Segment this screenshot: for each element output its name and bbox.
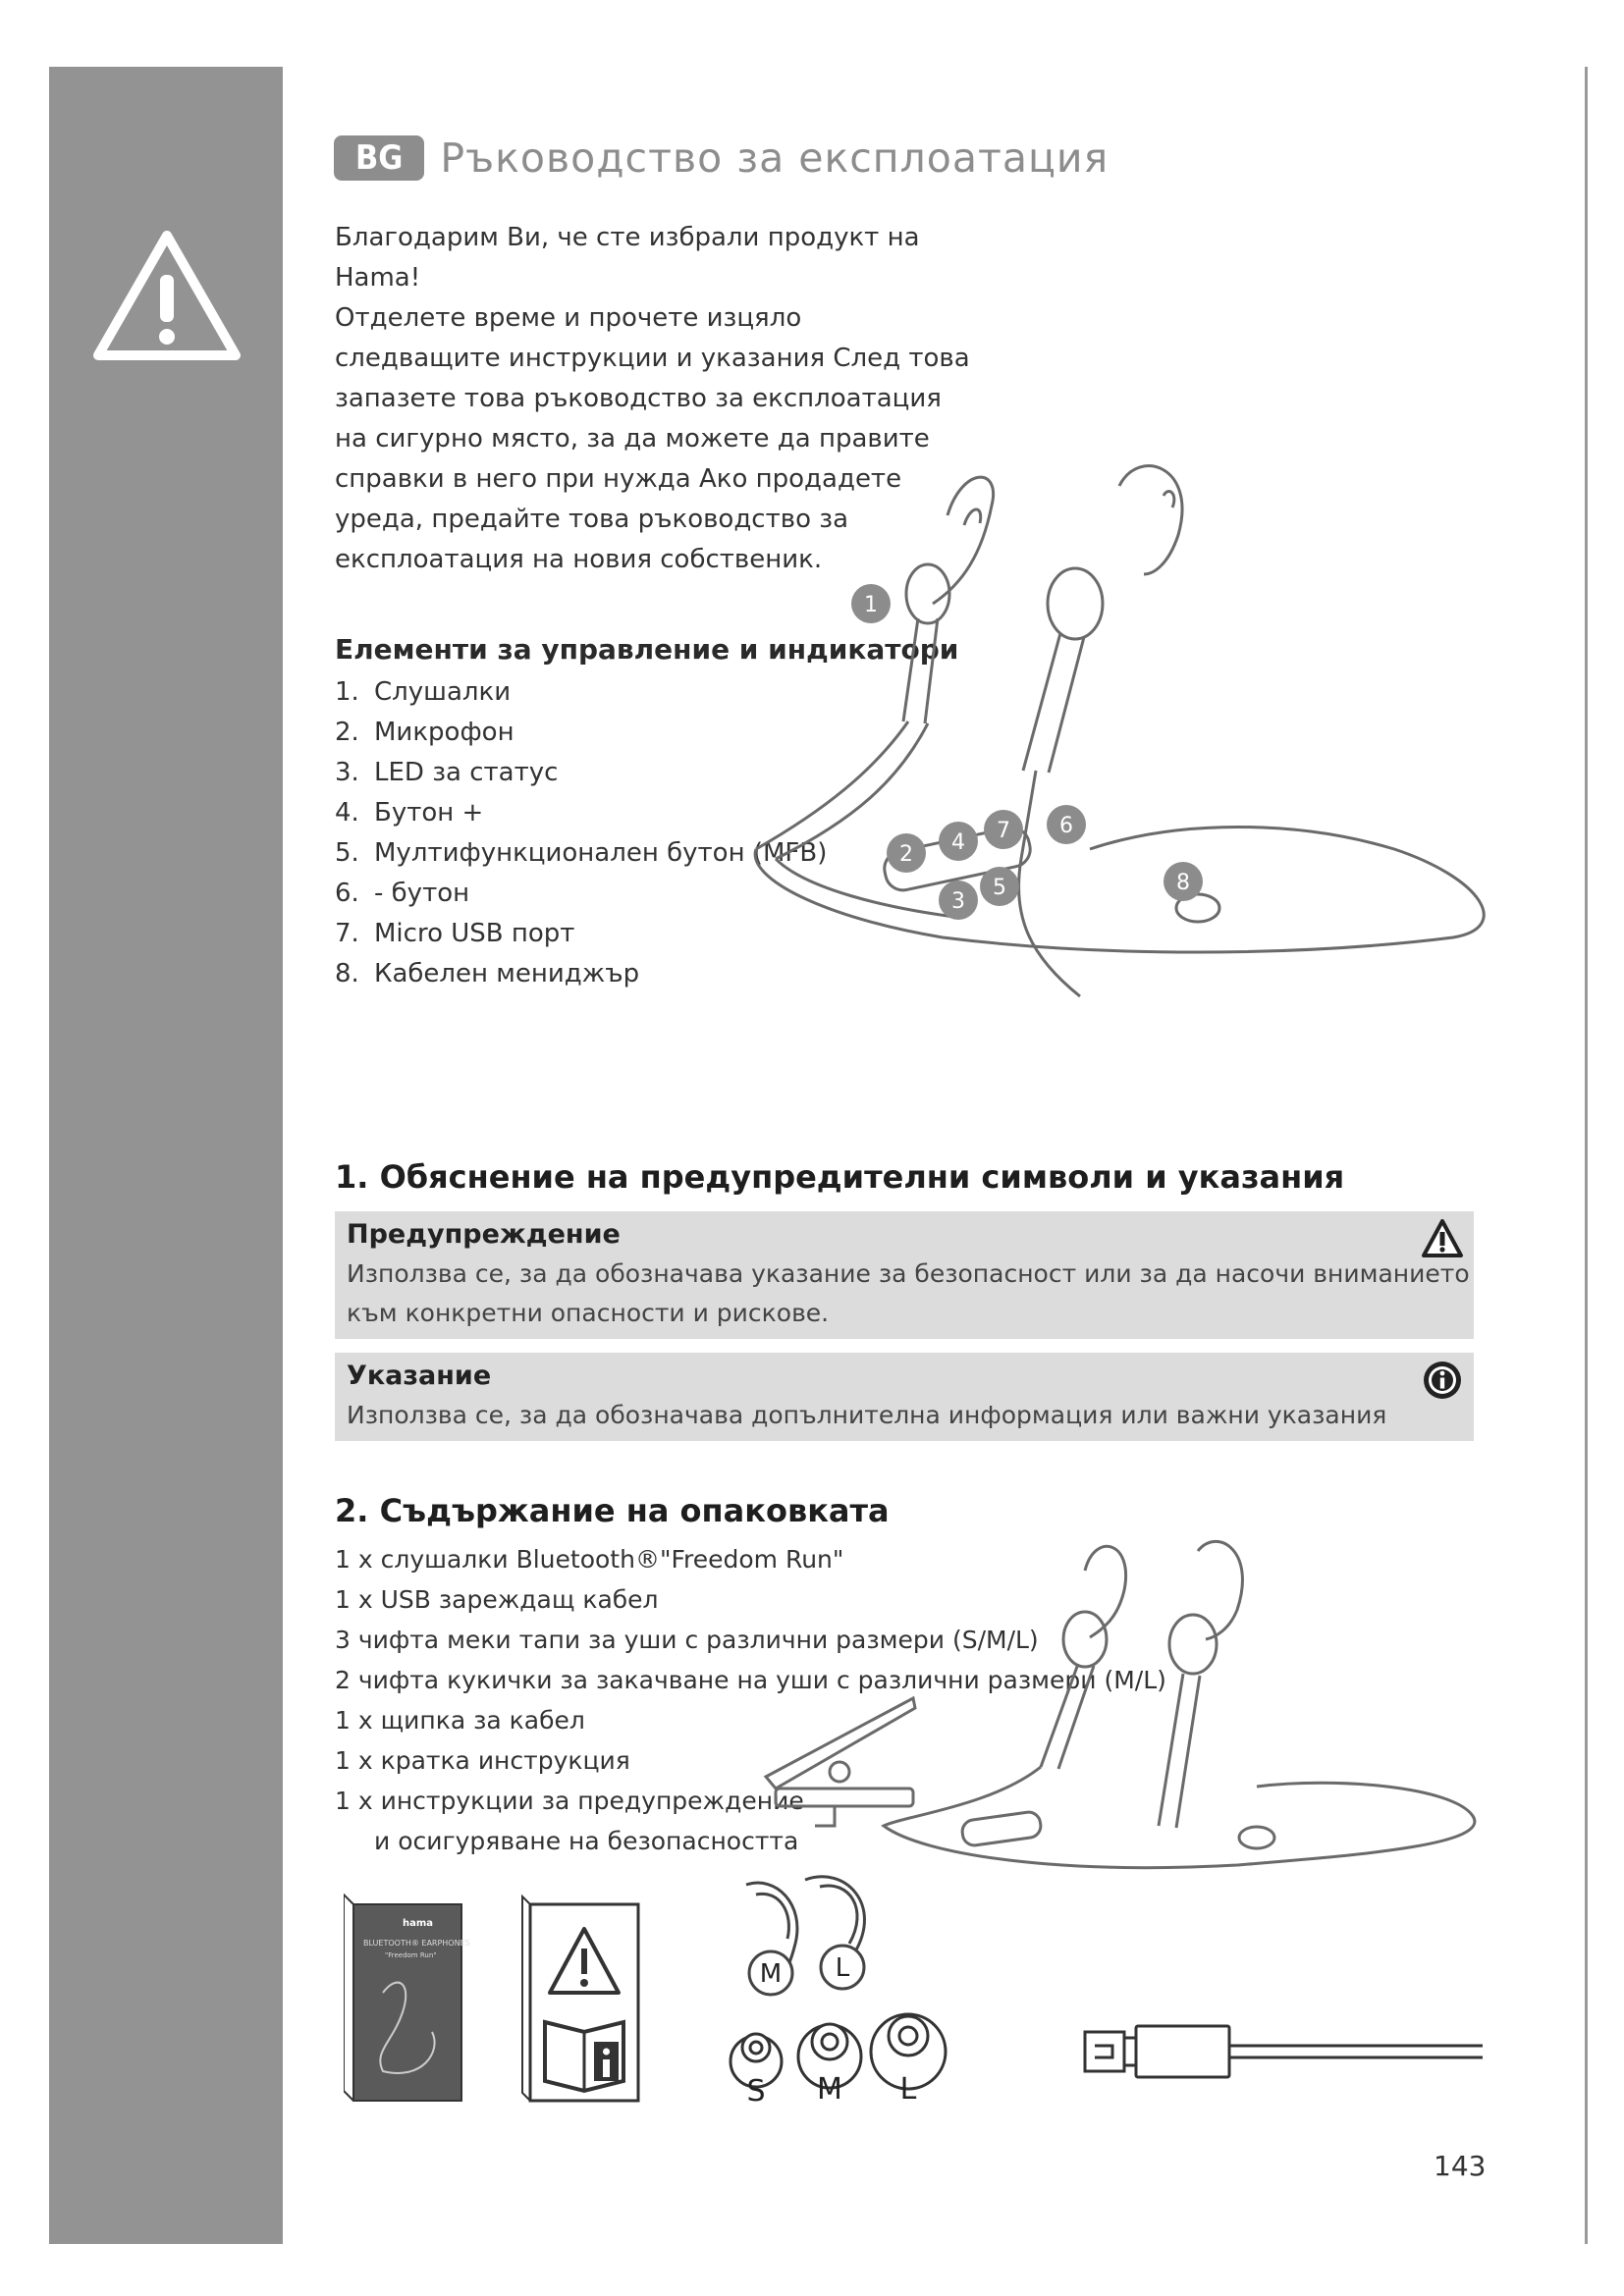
- ear-tips-illustration: [727, 2002, 982, 2120]
- tip-size-m: M: [817, 2072, 842, 2107]
- tip-size-s: S: [746, 2074, 766, 2109]
- warning-title: Предупреждение: [347, 1219, 621, 1250]
- hook-size-m: M: [759, 1959, 783, 1989]
- document-title: Ръководство за експлоатация: [440, 134, 1110, 182]
- list-item: 7. Micro USB порт: [335, 919, 575, 948]
- list-item: 1 x кратка инструкция: [335, 1746, 630, 1775]
- list-item: 3. LED за статус: [335, 758, 559, 787]
- hook-size-l: L: [835, 1953, 850, 1983]
- warning-small-icon: [1421, 1217, 1464, 1260]
- note-box: [335, 1353, 1474, 1441]
- note-text: Използва се, за да обозначава допълнителна информация или важни указания: [347, 1401, 1387, 1429]
- list-item: 1 x слушалки Bluetooth®"Freedom Run": [335, 1545, 844, 1574]
- section-2-heading: 2. Съдържание на опаковката: [335, 1492, 890, 1529]
- list-item: 5. Мултифункционален бутон (MFB): [335, 838, 828, 868]
- callout-8-label: 8: [1176, 871, 1190, 895]
- tip-size-l: L: [899, 2072, 917, 2107]
- intro-paragraph-1: Благодарим Ви, че сте избрали продукт на Hama!: [335, 223, 920, 293]
- list-item: 2. Микрофон: [335, 718, 514, 747]
- warning-text: Използва се, за да обозначава указание за безопасност или за да насочи вниманието към конкретни опасности и рискове.: [347, 1259, 1470, 1327]
- safety-instructions-leaflet: [520, 1885, 648, 2110]
- list-item: 1 x щипка за кабел: [335, 1706, 585, 1735]
- quick-guide-booklet: [344, 1885, 471, 2110]
- package-contents-illustrations: [334, 1865, 1492, 2120]
- intro-paragraph-2: Отделете време и прочете изцяло следващите инструкции и указания След това запазете това ръководство за експлоатация на сигурно място, за да можете да правите справки в него при нужда Ако продадете уреда, предайте това ръководство за експлоатация на новия собственик.: [335, 303, 970, 574]
- callout-4-label: 4: [951, 830, 965, 855]
- list-item: 1 x инструкции за предупреждение: [335, 1787, 804, 1815]
- list-item: 2 чифта кукички за закачване на уши с различни размери (M/L): [335, 1666, 1166, 1694]
- booklet-subtitle: "Freedom Run": [385, 1951, 437, 1959]
- warning-triangle-icon: [88, 226, 245, 365]
- package-earphones-illustration: [746, 1531, 1492, 1904]
- usb-cable-illustration: [1075, 2012, 1492, 2091]
- booklet-brand: hama: [403, 1918, 434, 1929]
- callout-5-label: 5: [993, 876, 1006, 900]
- callout-7-label: 7: [997, 819, 1010, 843]
- earphones-diagram: [707, 447, 1591, 1036]
- callout-1-label: 1: [864, 593, 878, 617]
- ear-hooks-illustration: [727, 1865, 913, 2002]
- section-1-heading: 1. Обяснение на предупредителни символи и указания: [335, 1158, 1345, 1196]
- list-item: 3 чифта меки тапи за уши с различни размери (S/M/L): [335, 1626, 1039, 1654]
- page-header: [334, 133, 1109, 184]
- note-title: Указание: [347, 1361, 492, 1391]
- list-item: 8. Кабелен мениджър: [335, 959, 640, 988]
- warning-box: [335, 1211, 1474, 1339]
- left-sidebar-band: [49, 67, 283, 2244]
- booklet-title: BLUETOOTH® EARPHONES: [363, 1939, 470, 1948]
- language-badge: BG: [334, 135, 424, 181]
- page-number: 143: [1434, 2150, 1487, 2182]
- controls-heading: Елементи за управление и индикатори: [335, 633, 959, 666]
- list-item: 1. Слушалки: [335, 677, 512, 707]
- info-icon: [1421, 1359, 1464, 1402]
- list-item: 4. Бутон +: [335, 798, 484, 828]
- right-margin-rule: [1585, 67, 1588, 2244]
- list-item: 1 x USB зареждащ кабел: [335, 1585, 659, 1614]
- list-item: и осигуряване на безопасността: [374, 1827, 799, 1855]
- callout-6-label: 6: [1059, 814, 1073, 838]
- list-item: 6. - бутон: [335, 879, 470, 908]
- callout-2-label: 2: [899, 842, 913, 867]
- callout-3-label: 3: [951, 889, 965, 914]
